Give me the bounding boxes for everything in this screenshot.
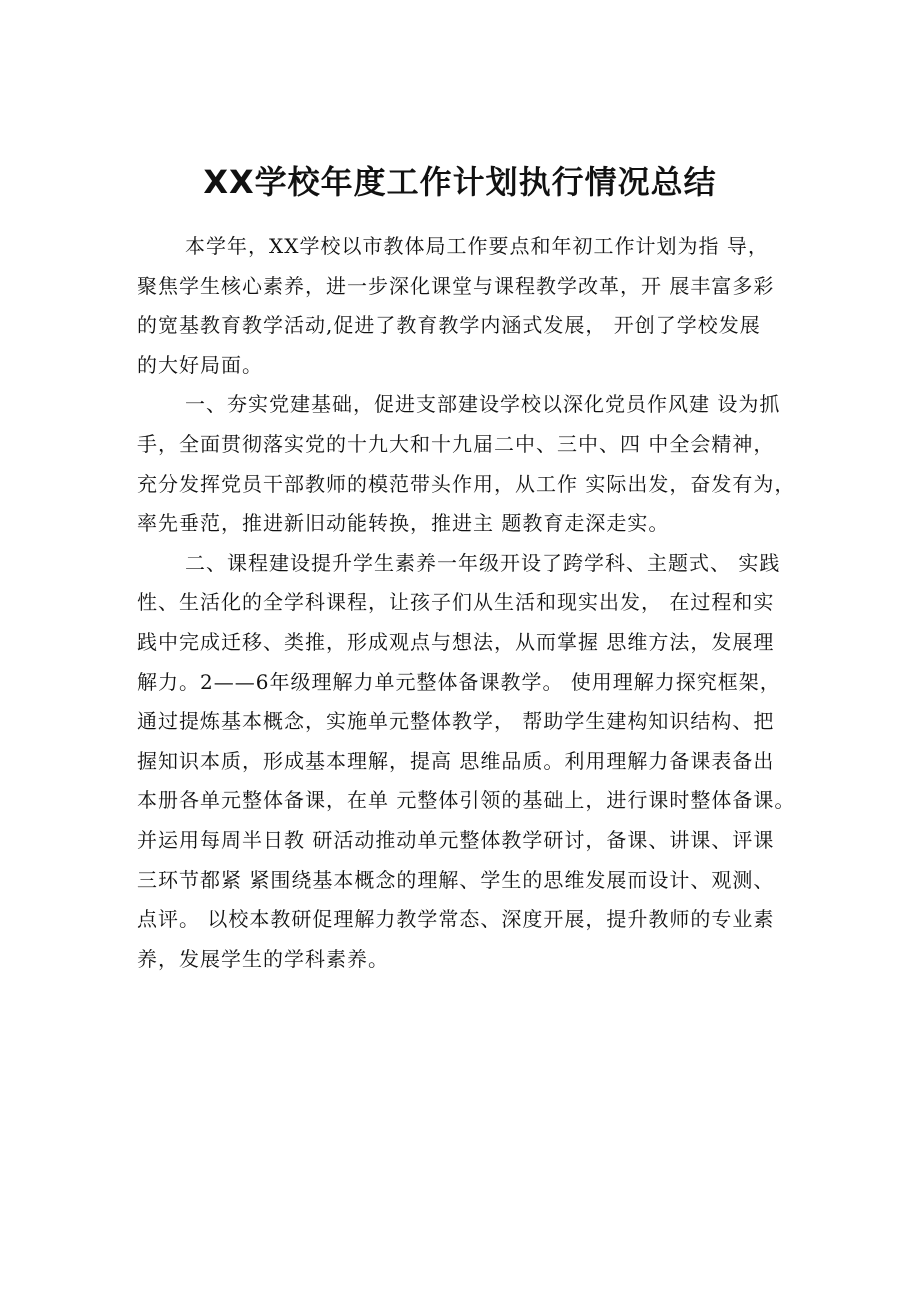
text-line: 践中完成迁移、类推，形成观点与想法，从而掌握 思维方法，发展理 [137, 629, 775, 654]
text-line: 并运用每周半日教 研活动推动单元整体教学研讨，备课、讲课、评课 [137, 827, 775, 852]
text-line: 握知识本质，形成基本理解，提高 思维品质。利用理解力备课表备出 [137, 748, 775, 773]
text-line: 一、夯实党建基础，促进支部建设学校以深化党员作风建 设为抓 [185, 392, 781, 417]
document-body [137, 227, 797, 979]
text-line: 养，发展学生的学科素养。 [137, 946, 389, 971]
text-line: 三环节都紧 紧围绕基本概念的理解、学生的思维发展而设计、观测、 [137, 867, 775, 892]
text-line: 聚焦学生核心素养，进一步深化课堂与课程教学改革，开 展丰富多彩 [137, 273, 775, 298]
text-line: 的大好局面。 [137, 352, 263, 377]
paragraph-party-building [137, 385, 797, 543]
text-line: 通过提炼基本概念，实施单元整体教学， 帮助学生建构知识结构、把 [137, 709, 775, 734]
text-line: 充分发挥党员干部教师的模范带头作用，从工作 实际出发，奋发有为， [137, 471, 796, 496]
text-line: 解力。2——6年级理解力单元整体备课教学。 使用理解力探究框架， [137, 669, 781, 694]
text-line: 本学年，XX学校以市教体局工作要点和年初工作计划为指 导， [185, 234, 769, 258]
text-line: 率先垂范，推进新旧动能转换，推进主 题教育走深走实。 [137, 511, 670, 536]
text-line: 本册各单元整体备课，在单 元整体引领的基础上，进行课时整体备课。 [137, 788, 796, 813]
text-line: 的宽基教育教学活动,促进了教育教学内涵式发展， 开创了学校发展 [137, 313, 761, 338]
text-line: 二、课程建设提升学生素养一年级开设了跨学科、主题式、 实践 [185, 550, 781, 575]
text-line: 性、生活化的全学科课程，让孩子们从生活和现实出发， 在过程和实 [137, 590, 775, 615]
document-title: XX学校年度工作计划执行情况总结 [203, 163, 717, 201]
text-line: 点评。 以校本教研促理解力教学常态、深度开展，提升教师的专业素 [137, 907, 775, 932]
paragraph-curriculum [137, 544, 797, 980]
paragraph-intro [137, 227, 797, 385]
text-line: 手，全面贯彻落实党的十九大和十九届二中、三中、四 中全会精神， [137, 431, 775, 456]
